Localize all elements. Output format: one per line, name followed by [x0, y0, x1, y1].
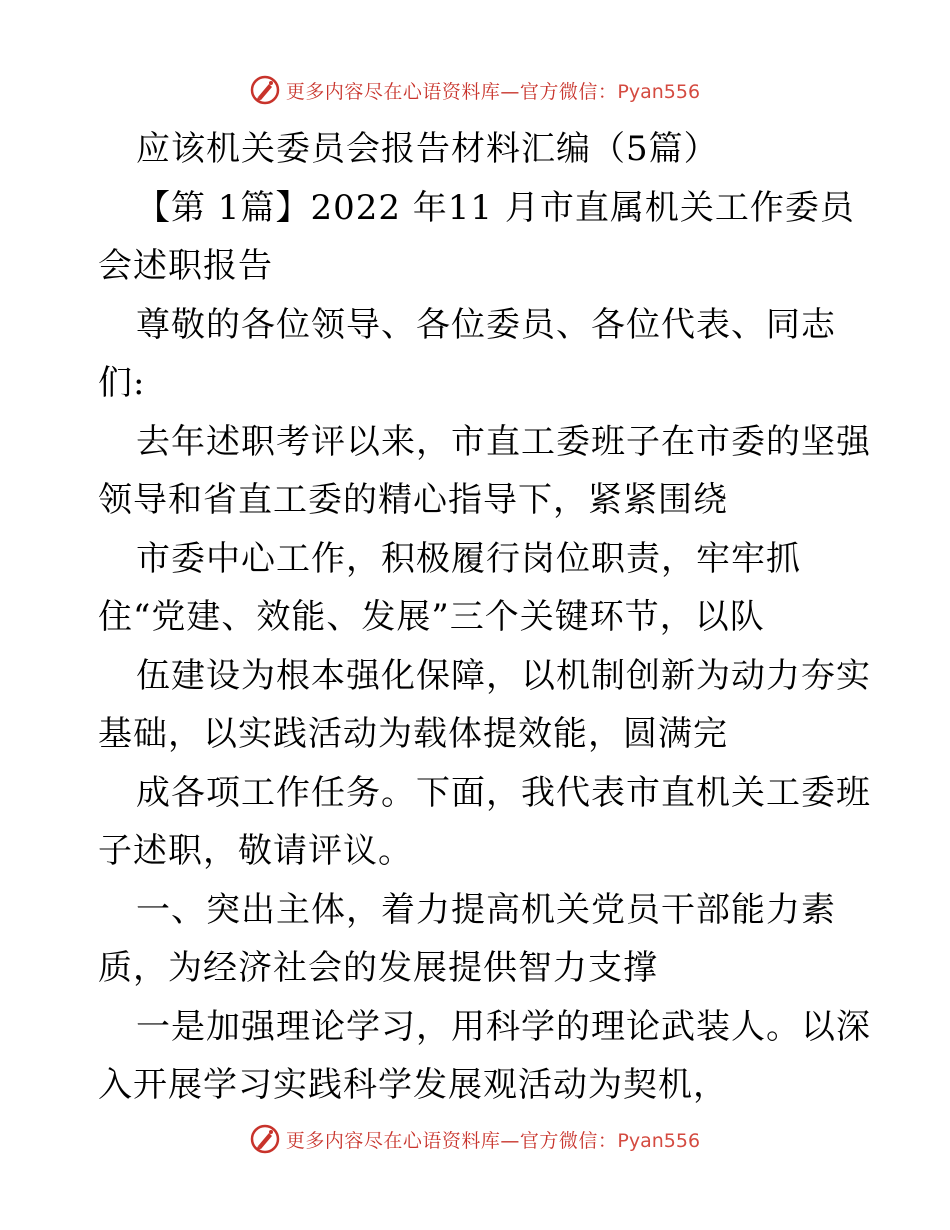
watermark-wechat-id: Pyan556: [617, 80, 701, 103]
document-body: [98, 120, 871, 1115]
watermark-footer: [0, 1121, 950, 1157]
text-line: 成各项工作任务。下面，我代表市直机关工委班: [136, 772, 871, 813]
text-line: 一、突出主体，着力提高机关党员干部能力素: [136, 889, 836, 930]
watermark-header: [0, 72, 950, 108]
text-line: 子述职，敬请评议。: [98, 831, 413, 871]
text-line: 们:: [98, 363, 146, 403]
text-line: 基础，以实践活动为载体提效能，圆满完: [98, 714, 728, 754]
text-line: 一是加强理论学习，用科学的理论武装人。以深: [136, 1006, 871, 1047]
text-line: 伍建设为根本强化保障，以机制创新为动力夯实: [136, 655, 871, 696]
watermark-site-text: 更多内容尽在心语资料库—官方微信：: [285, 80, 618, 103]
watermark-text: [286, 77, 700, 104]
watermark-text: [286, 1126, 700, 1153]
pen-in-circle-icon: [250, 75, 280, 105]
text-line: 应该机关委员会报告材料汇编（5篇）: [136, 129, 719, 169]
text-line: 尊敬的各位领导、各位委员、各位代表、同志: [136, 304, 836, 345]
text-line: 住“党建、效能、发展”三个关键环节，以队: [98, 597, 765, 637]
text-line: 去年述职考评以来，市直工委班子在市委的坚强: [136, 421, 871, 462]
text-line: 【第 1篇】2022 年11 月市直属机关工作委员: [136, 187, 855, 228]
text-line: 会述职报告: [98, 246, 273, 286]
text-line: 市委中心工作，积极履行岗位职责，牢牢抓: [136, 538, 801, 579]
watermark-wechat-id: Pyan556: [617, 1129, 701, 1152]
text-line: 领导和省直工委的精心指导下，紧紧围绕: [98, 480, 728, 520]
text-line: 质，为经济社会的发展提供智力支撑: [98, 948, 658, 988]
pen-in-circle-icon: [250, 1124, 280, 1154]
watermark-site-text: 更多内容尽在心语资料库—官方微信：: [285, 1129, 618, 1152]
text-line: 入开展学习实践科学发展观活动为契机，: [98, 1065, 728, 1105]
